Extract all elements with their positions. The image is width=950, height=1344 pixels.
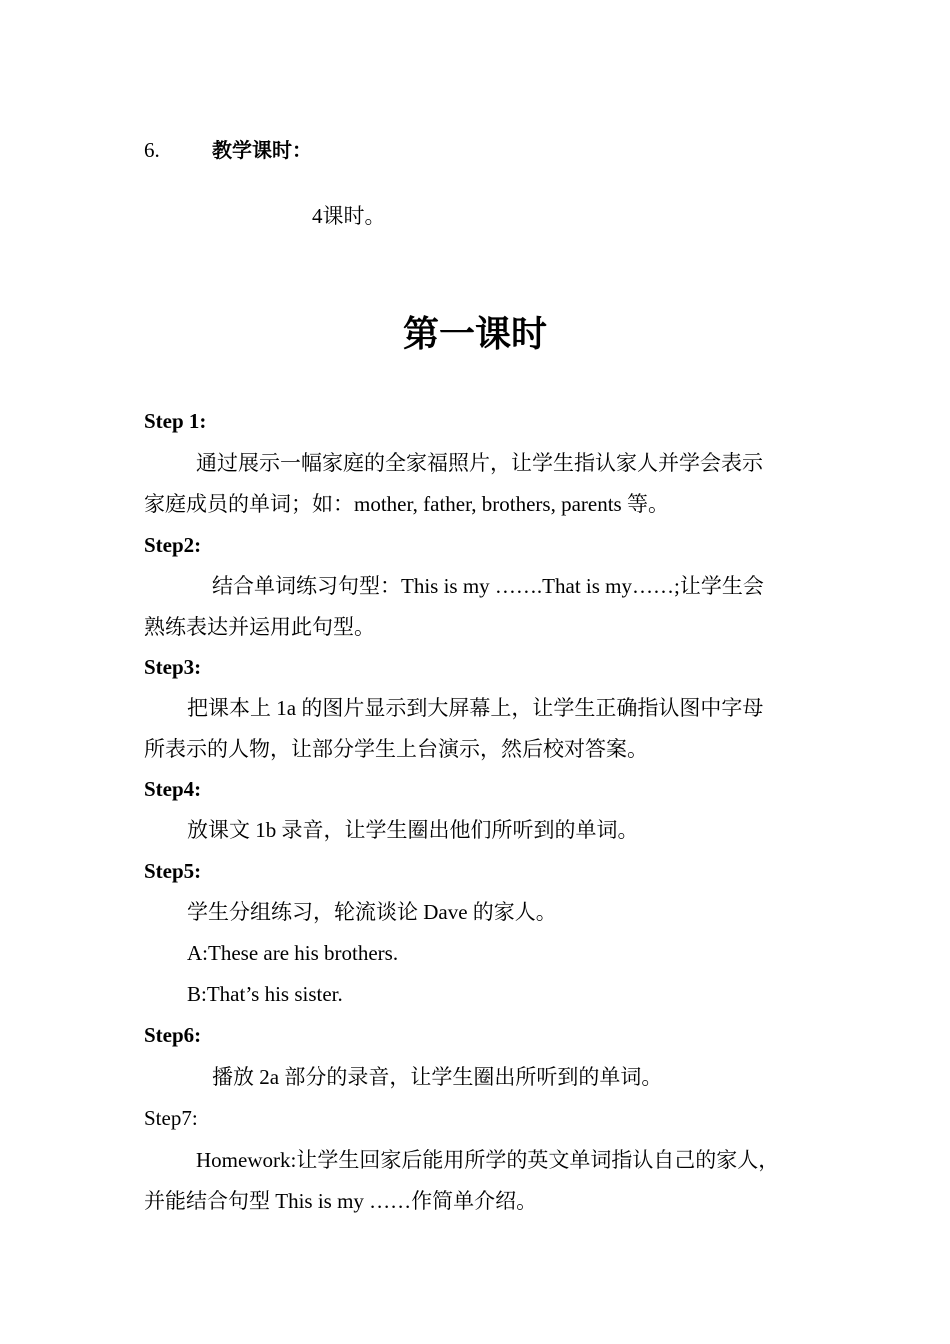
step-2-label: Step2: [144,533,202,557]
step-1-line-1: 通过展示一幅家庭的全家福照片，让学生指认家人并学会表示 [196,451,763,475]
section-number: 6. [144,138,160,162]
step-4-label: Step4: [144,777,202,801]
step-1-line-2: 家庭成员的单词；如：mother, father, brothers, parents 等。 [144,492,669,516]
step-1-label: Step 1: [144,409,207,433]
step-2-line-2: 熟练表达并运用此句型。 [144,615,375,639]
step-5-line-1: 学生分组练习，轮流谈论 Dave 的家人。 [187,900,557,924]
section-value: 4课时。 [312,204,386,228]
step-2-line-1: 结合单词练习句型：This is my …….That is my……;让学生会 [212,574,764,598]
step-7-line-1: Homework:让学生回家后能用所学的英文单词指认自己的家人， [196,1148,780,1172]
step-5-dialogue-a: A:These are his brothers. [187,941,399,965]
step-7-label: Step7: [144,1106,198,1130]
step-5-label: Step5: [144,859,202,883]
step-6-label: Step6: [144,1023,202,1047]
step-3-line-1: 把课本上 1a 的图片显示到大屏幕上，让学生正确指认图中字母 [187,696,764,720]
step-6-line-1: 播放 2a 部分的录音，让学生圈出所听到的单词。 [212,1065,663,1089]
step-3-line-2: 所表示的人物，让部分学生上台演示，然后校对答案。 [144,737,648,761]
lesson-title: 第一课时 [402,314,547,355]
step-7-line-2: 并能结合句型 This is my ……作简单介绍。 [144,1189,538,1213]
step-3-label: Step3: [144,655,202,679]
step-4-line-1: 放课文 1b 录音，让学生圈出他们所听到的单词。 [187,818,639,842]
section-heading: 教学课时： [212,138,312,162]
step-5-dialogue-b: B:That’s his sister. [187,982,343,1006]
